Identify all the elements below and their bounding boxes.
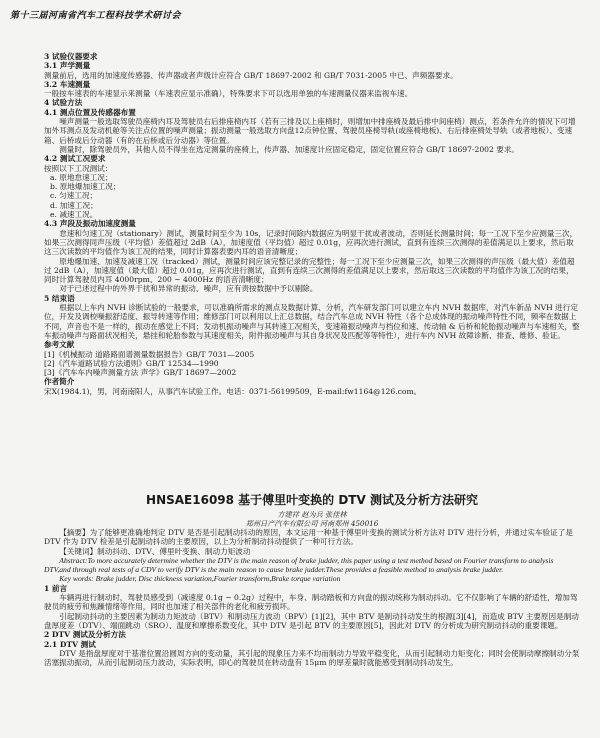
paragraph: [3]《汽车车内噪声测量方法 声学》GB/T 18697—2002	[44, 368, 237, 378]
paragraph: 测量时，除驾驶员外，其他人员不得坐在选定测量的座椅上，传声器、加速度计应固定稳定，固定位置应符合 GB/T 18697-2002 要求。	[59, 144, 520, 154]
article-section	[44, 486, 580, 667]
paragraph: 宋X(1984.1)，男，河南南阳人，从事汽车试验工作。电话：0371-56199509，E-mail:fw1164@126.com。	[44, 386, 422, 396]
subsection-heading: 4.3 声段及振动加速度测量	[44, 219, 136, 229]
subsection-heading: 3.2 车速测量	[44, 79, 91, 89]
paragraph: [1]《机械振动 道路路面谱测量数据报告》GB/T 7031—2005	[44, 349, 255, 359]
paragraph: 车辆再进行制动时，驾驶员感受到（减速度 0.1g ~ 0.2g）过程中，车身、制动踏板和方向盘的振动统称为制动抖动。它不仅影响了车辆的舒适性，增加驾驶员的疲劳和焦躁情绪等作用，同时也加速了相关部件的老化和疲劳损坏。	[44, 593, 578, 612]
paragraph: 【摘要】为了能够更准确地判定 DTV 是否是引起制动抖动的原因，本文运用一种基于傅里叶变换的测试分析方法对 DTV 进行分析，并通过实车验证了是 DTV 作为 DTV 检差是引起制动抖动的主要原因，以上为分析制动抖动提供了一种可行方法。	[44, 528, 573, 547]
section-heading: 4 试验方法	[44, 98, 83, 108]
list-item: c. 匀速工况；	[50, 191, 98, 201]
subsection-heading: 4.2 测试工况要求	[44, 154, 106, 164]
section-heading: 作者简介	[44, 377, 75, 387]
list-item: e. 减速工况。	[50, 210, 98, 220]
english-abstract: Key words: Brake judder, Disc thickness variation,Fourier transform,Brake torque variation	[59, 574, 341, 584]
paragraph: 噪声测量一般选取驾驶员座椅内耳及驾驶员右后排座椅内耳（若有三排及以上座椅时，则增加中排座椅及最后排中间座椅）测点，若条件允许的情况下可增加外耳测点及发动机舱等关注点位置的噪声测量；振动测量一般选取方向盘12点钟位置、驾驶员座椅导轨(或座椅地板)、右后排座椅处导轨（或者地板）、变速箱、后桥或后分动器（有的在后桥或后分动器）等位置。	[44, 117, 576, 145]
paragraph: 怠速和匀速工况（stationary）测试，测量时间至少为 10s，记录时间除内数据应为明显干扰或者波动，否则延长测量时间；每一工况下至少应测量三次，如果三次测得同声压级（平均值）差值超过 2dB（A），加速度值（平均值）超过 0.01g，应再次进行测试，直到有连续三次测得的差值满足以上要求，然后取这三次读数的平均值作为该工况的结果，同时计算器表要内耳的语音清晰度；	[44, 228, 578, 257]
section-heading: 3 试验仪器要求	[44, 52, 98, 61]
previous-article-tail	[44, 52, 580, 396]
paragraph: 【关键词】制动抖动、DTV、傅里叶变换、制动力矩波动	[59, 546, 251, 556]
section-heading: 5 结束语	[44, 293, 75, 303]
paragraph: 对于已述过程中的外界干扰和异常的振动、噪声，应有责按数据中予以剔除。	[59, 284, 318, 294]
article-affiliation: 郑州日产汽车有限公司 河南郑州 450016	[245, 519, 379, 528]
subsection-heading: 4.1 测点位置及传感器布置	[44, 107, 136, 117]
section-heading: 1 前言	[44, 583, 68, 593]
article-authors: 方建祥 赵为兵 张佳林	[277, 510, 347, 519]
list-item: b. 原地爆加速工况；	[50, 182, 121, 192]
article-title: HNSAE16098 基于傅里叶变换的 DTV 测试及分析方法研究	[146, 493, 478, 507]
subsection-heading: 3.1 声学测量	[44, 61, 91, 71]
list-item: d. 加速工况；	[50, 200, 98, 210]
english-abstract: Abstract:To more accurately determine whether the DTV is the main reason of brake judder, this paper using a test method based on Fourier transform to analysis DTV,and through real tests of a CDV to verify DTV is the main reason to cause brake judder.These provides a feasible method to analysis brake judder.	[44, 555, 554, 575]
paragraph: 按照以下工况测试：	[44, 163, 113, 173]
section-heading: 参考文献	[44, 340, 75, 350]
paragraph: 测量前后，选用的加速度传感器、传声器或者声级计应符合 GB/T 18697-2002 和 GB/T 7031-2005 中已、声频器要求。	[44, 70, 458, 80]
paragraph: [2]《汽车道路试验方法通则》GB/T 12534—1990	[44, 358, 219, 368]
article-body	[44, 528, 580, 667]
paragraph: 引起制动抖动的主要因素为制动力矩波动（BTV）和制动压力波动（BPV）[1][2]，其中 BTV 是制动抖动发生的根源[3][4]，而造成 BTV 主要原因是制动盘厚度差（DTV）、端面跳动（SRO）、温度和摩擦系数变化，其中 DTV 是引起 BTV 的主要原因[5]，因此对 DTV 的分析成为研究制动抖动的重要课题。	[44, 611, 579, 630]
paragraph: DTV 是指盘厚度对于基准位置沿圆周方向的变动量，其引起的现象压力来不均而制动力导致平稳变化，从而引起制动力矩变化；同时会使制动摩擦制动分泵活塞振动振动，从而引起制动压力波动，实际表明，即心的驾驶员在转动盘有 15μm 的厚差量时就能感受到制动抖动发生。	[44, 648, 580, 668]
subsection-heading: 2.1 DTV 测试	[44, 639, 96, 649]
paragraph: 一般按车速表的车速显示来测量（车速表应显示准确），特殊要求下可以选用单独的车速测量仪器来监视车速。	[44, 89, 413, 99]
paragraph: 原地爆加速、加速及减速工况（tracked）测试，测量时间应该完整记录的完整性；每一工况下至少应测量三次，如果三次测得的声压级（最大值）差值超过 2dB（A），加速度值（最大值）超过 0.01g，应再次进行测试，直到有连续三次测得的差值满足以上要求，然后取这三次读数的平均值作为该工况的结果，同时计算驾驶员内耳 4000rpm、200 ~ 4000Hz 的语音清晰度；	[44, 256, 575, 285]
paragraph: 根据以上车内 NVH 诊断试验的一般要求，可以准确所需求的测点及数据计算、分析，汽车研发部门可以建立车内 NVH 数据库，对汽车新品 NVH 进行定位，开发及调校噪振舒适度、振导转速等作用；维修部门可以利用以上汇总数据，结合汽车总成 NVH 特性（各个总成体现的振动噪声特性不同，频率在数据上不同，声音也不是一样的，振动在感觉上不同；发动机振动噪声与其转速工况相关，变速箱振动噪声与档位和速、传动轴 & 后桥和轮胎振动噪声与车速相关，整车振动噪声与路面状况相关，悬挂和轮胎参数与其速度相关，附件振动噪声与其自身状况及匹配等等特性），进行车内 NVH 故障诊断、排查、维修、验证。	[44, 303, 580, 340]
section-heading: 2 DTV 测试及分析方法	[44, 630, 126, 640]
running-head: 第十三届河南省汽车工程科技学术研讨会	[10, 11, 182, 21]
list-item: a. 原地怠速工况；	[50, 172, 113, 182]
